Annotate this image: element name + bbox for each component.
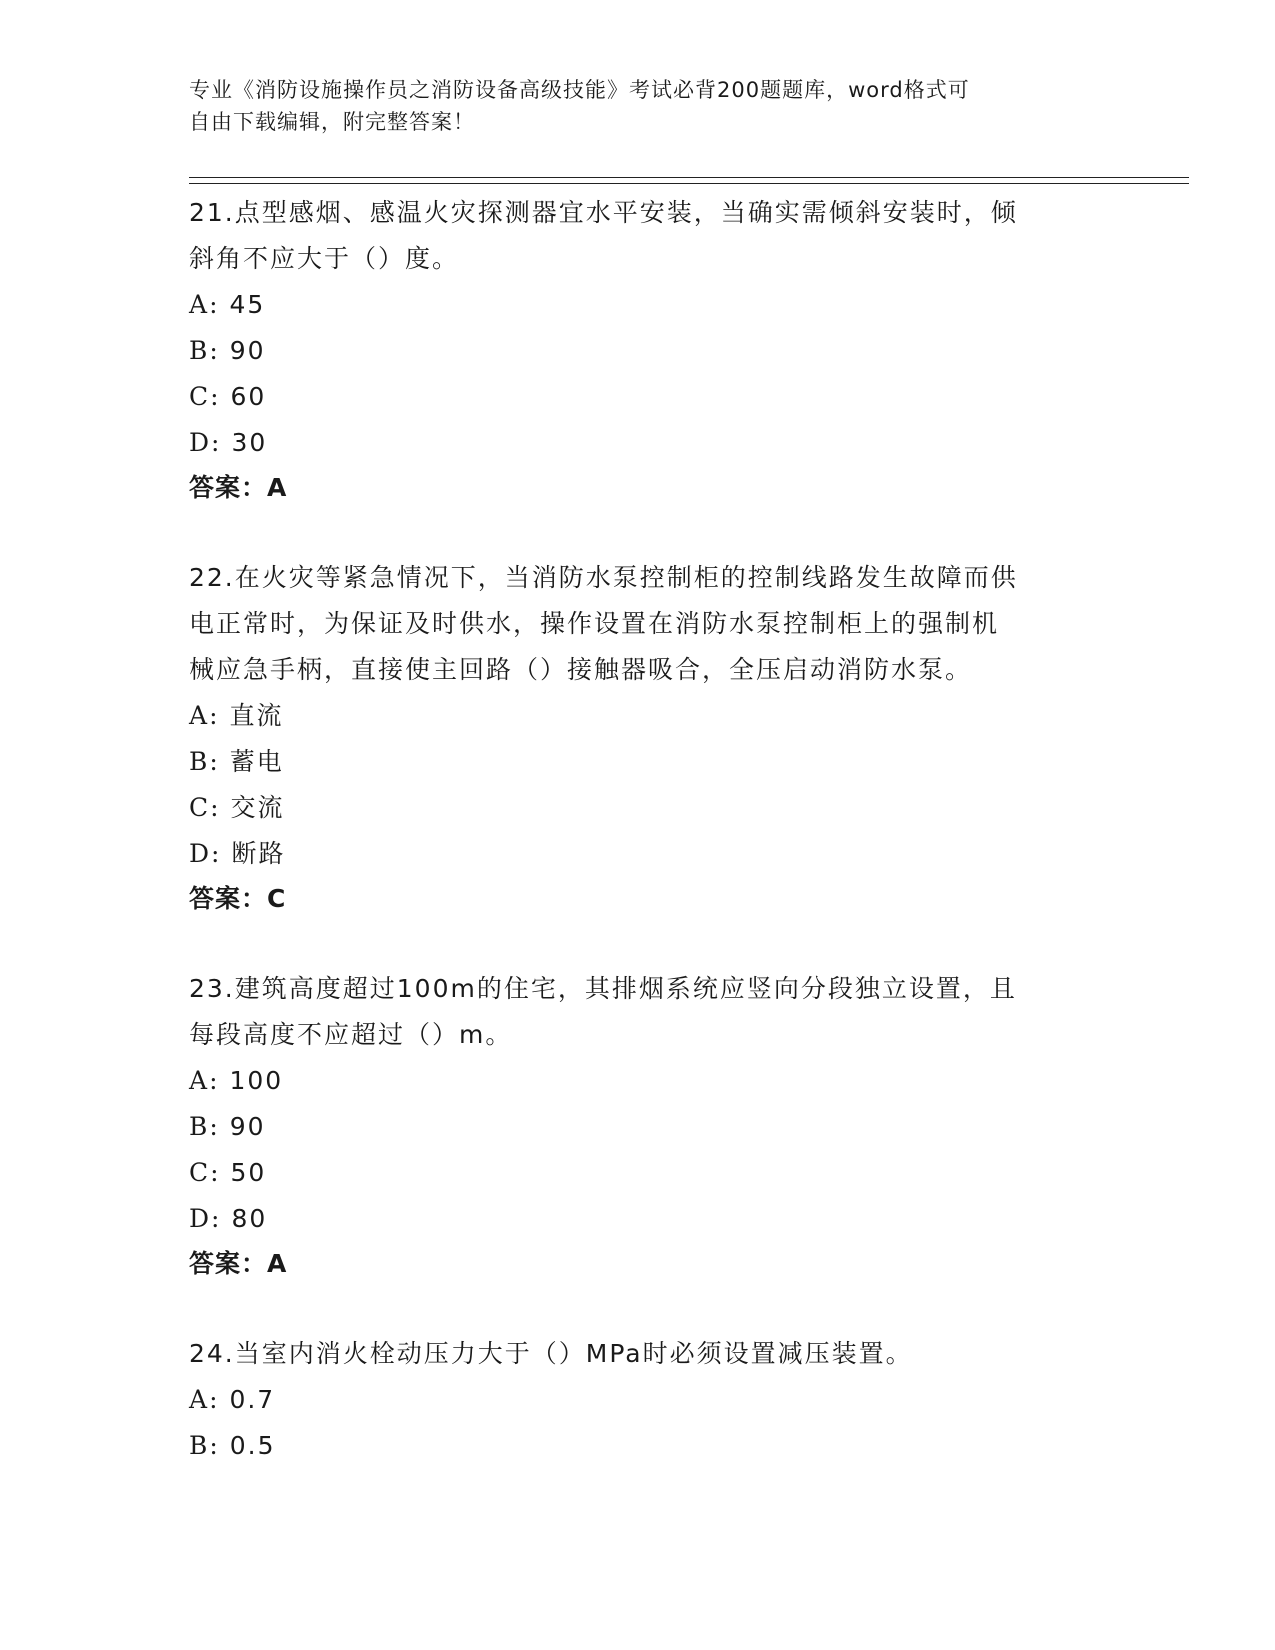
option-b	[189, 739, 1089, 785]
question-stem-line: 21.点型感烟、感温火灾探测器宜水平安装，当确实需倾斜安装时，倾	[189, 198, 1018, 227]
option-separator: :	[209, 1385, 220, 1414]
option-text: 0.7	[229, 1385, 276, 1414]
question-23	[189, 966, 1089, 1286]
question-22	[189, 555, 1089, 921]
document-header	[189, 74, 1089, 138]
option-separator: :	[210, 382, 221, 411]
answer-value: A	[267, 1249, 288, 1278]
option-text: 90	[229, 336, 266, 365]
answer-line	[189, 1242, 1089, 1286]
option-letter: A	[189, 1066, 210, 1095]
header-divider-top	[189, 177, 1189, 178]
option-letter: D	[189, 1204, 212, 1233]
option-c	[189, 785, 1089, 831]
option-c	[189, 1150, 1089, 1196]
option-a	[189, 693, 1089, 739]
option-separator: :	[209, 1066, 220, 1095]
question-stem-line: 械应急手柄，直接使主回路（）接触器吸合，全压启动消防水泵。	[189, 655, 973, 684]
option-separator: :	[209, 701, 220, 730]
question-stem-line: 电正常时，为保证及时供水，操作设置在消防水泵控制柜上的强制机	[189, 609, 1000, 638]
option-text: 蓄电	[229, 747, 284, 776]
question-stem	[189, 555, 1089, 693]
option-separator: :	[211, 1204, 222, 1233]
answer-label: 答案：	[189, 473, 268, 502]
option-text: 90	[229, 1112, 266, 1141]
option-separator: :	[209, 1431, 220, 1460]
option-separator: :	[209, 290, 220, 319]
option-text: 交流	[230, 793, 285, 822]
question-stem-line: 24.当室内消火栓动压力大于（）MPa时必须设置减压装置。	[189, 1339, 913, 1368]
question-24	[189, 1331, 1089, 1469]
option-letter: B	[189, 747, 210, 776]
option-letter: A	[189, 290, 210, 319]
option-b	[189, 1104, 1089, 1150]
option-d	[189, 420, 1089, 466]
option-separator: :	[209, 747, 220, 776]
option-c	[189, 374, 1089, 420]
option-letter: B	[189, 1112, 210, 1141]
option-separator: :	[209, 1112, 220, 1141]
option-text: 45	[229, 290, 266, 319]
option-letter: D	[189, 839, 212, 868]
option-separator: :	[209, 336, 220, 365]
option-letter: D	[189, 428, 212, 457]
answer-value: A	[267, 473, 288, 502]
option-text: 60	[230, 382, 267, 411]
question-stem	[189, 190, 1089, 282]
option-letter: C	[189, 793, 211, 822]
option-letter: C	[189, 382, 211, 411]
answer-label: 答案：	[189, 884, 268, 913]
question-stem-line: 每段高度不应超过（）m。	[189, 1020, 513, 1049]
answer-value: C	[267, 884, 287, 913]
option-separator: :	[210, 1158, 221, 1187]
question-stem	[189, 966, 1089, 1058]
answer-line	[189, 877, 1089, 921]
option-text: 100	[229, 1066, 284, 1095]
question-list	[189, 190, 1089, 1514]
option-separator: :	[210, 793, 221, 822]
option-text: 30	[231, 428, 268, 457]
question-stem-line: 22.在火灾等紧急情况下，当消防水泵控制柜的控制线路发生故障而供	[189, 563, 1018, 592]
option-b	[189, 1423, 1089, 1469]
option-a	[189, 282, 1089, 328]
option-letter: C	[189, 1158, 211, 1187]
option-a	[189, 1377, 1089, 1423]
option-letter: A	[189, 701, 210, 730]
option-letter: A	[189, 1385, 210, 1414]
option-text: 断路	[231, 839, 286, 868]
option-d	[189, 831, 1089, 877]
question-stem	[189, 1331, 1089, 1377]
header-title-line-2: 自由下载编辑，附完整答案！	[189, 110, 475, 134]
answer-line	[189, 466, 1089, 510]
option-separator: :	[211, 839, 222, 868]
option-text: 0.5	[229, 1431, 276, 1460]
option-separator: :	[211, 428, 222, 457]
header-divider-bottom	[189, 183, 1189, 184]
option-text: 50	[230, 1158, 267, 1187]
question-stem-line: 23.建筑高度超过100m的住宅，其排烟系统应竖向分段独立设置，且	[189, 974, 1017, 1003]
option-d	[189, 1196, 1089, 1242]
option-letter: B	[189, 1431, 210, 1460]
answer-label: 答案：	[189, 1249, 268, 1278]
question-21	[189, 190, 1089, 510]
option-text: 80	[231, 1204, 268, 1233]
option-b	[189, 328, 1089, 374]
header-title-line-1: 专业《消防设施操作员之消防设备高级技能》考试必背200题题库，word格式可	[189, 78, 970, 102]
option-letter: B	[189, 336, 210, 365]
option-a	[189, 1058, 1089, 1104]
option-text: 直流	[229, 701, 284, 730]
question-stem-line: 斜角不应大于（）度。	[189, 244, 460, 273]
